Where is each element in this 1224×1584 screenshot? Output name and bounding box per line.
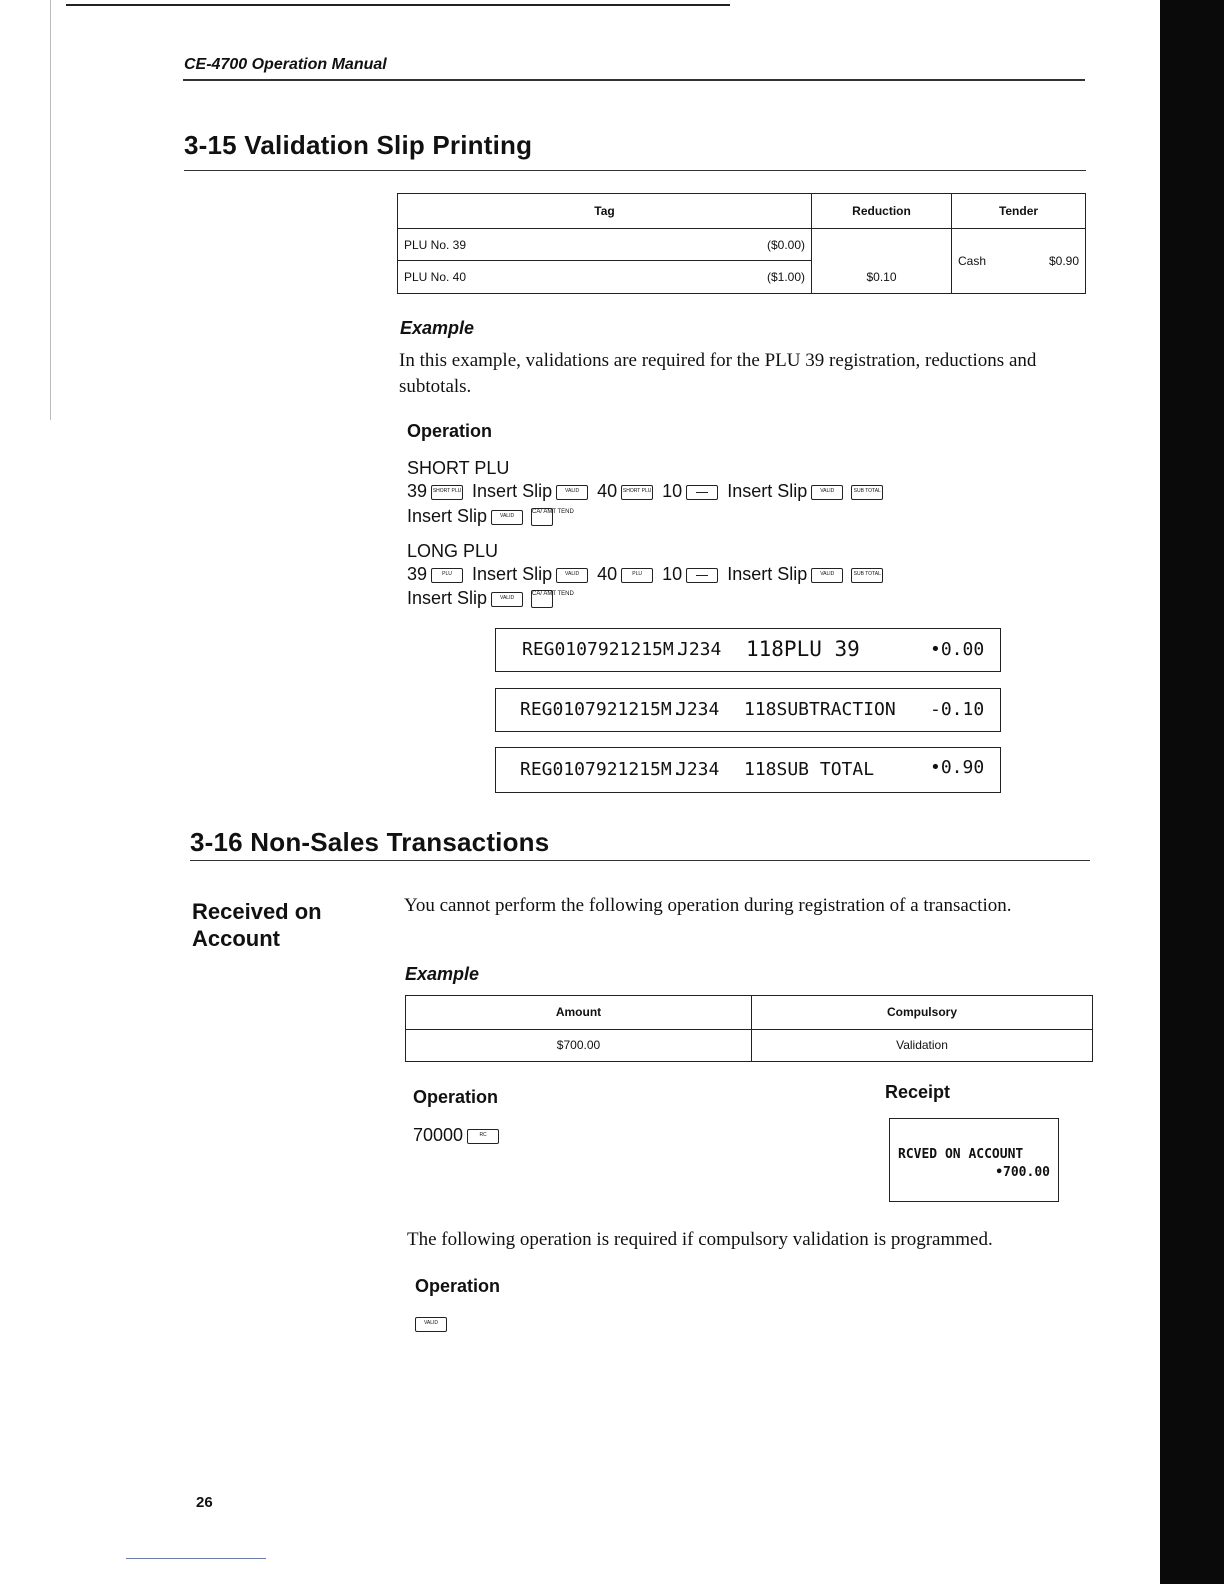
insert-slip-text: Insert Slip (727, 564, 808, 584)
example-label-2: Example (405, 964, 480, 984)
slip-desc: 118SUBTRACTION (744, 699, 896, 720)
header-rule (183, 79, 1085, 81)
receipt-box (889, 1118, 1059, 1202)
sub-total-key: SUB TOTAL (851, 485, 883, 500)
section-title-3-16: 3-16 Non-Sales Transactions (190, 827, 550, 857)
section-rule (184, 170, 1086, 171)
table-row (398, 228, 812, 261)
slip-reg: REG0107921215M. (520, 699, 683, 720)
short-plu-sequence (407, 481, 887, 502)
slip-desc: 118SUB TOTAL (744, 759, 875, 780)
long-plu-number-40: 40 (597, 564, 618, 584)
operation-sequence (413, 1125, 503, 1146)
slip-code: J234 (676, 699, 720, 720)
valid-key: VALID (556, 568, 588, 583)
tag-reduction-tender-table (397, 193, 1086, 294)
operation-label-2: Operation (413, 1087, 499, 1107)
scan-edge-bar (1160, 0, 1224, 1584)
validation-slip-3 (495, 747, 1001, 793)
valid-key: VALID (491, 510, 523, 525)
long-plu-title: LONG PLU (407, 541, 499, 561)
intro-text: You cannot perform the following operation during registration of a transaction. (404, 895, 1012, 916)
operation-label: Operation (407, 421, 493, 441)
short-plu-sequence-2 (407, 506, 574, 527)
short-plu-key: SHORT PLU (621, 485, 653, 500)
plu-40-amount: ($1.00) (766, 270, 805, 285)
slip-amount: •0.00 (930, 639, 985, 660)
plu-40-label: PLU No. 40 (404, 270, 467, 285)
validation-value: Validation (752, 1029, 1093, 1062)
operation-value: 70000 (413, 1125, 464, 1145)
long-plu-number-39: 39 (407, 564, 428, 584)
minus-key (686, 485, 718, 500)
valid-key: VALID (415, 1317, 447, 1332)
section-title-3-15: 3-15 Validation Slip Printing (184, 130, 533, 160)
rc-key: RC (467, 1129, 499, 1144)
short-plu-key: SHORT PLU (431, 485, 463, 500)
sub-total-key: SUB TOTAL (851, 568, 883, 583)
side-heading-line-1: Received on (192, 899, 322, 924)
short-plu-number-10: 10 (662, 481, 683, 501)
tender-amount: $0.90 (1048, 253, 1079, 268)
amount-validation-table (405, 995, 1093, 1062)
insert-slip-text: Insert Slip (472, 564, 553, 584)
slip-reg: REG0107921215M. (520, 759, 683, 780)
running-head: CE-4700 Operation Manual (184, 56, 387, 73)
header-amount: Amount (406, 996, 752, 1030)
section-rule (190, 860, 1090, 861)
insert-slip-text: Insert Slip (407, 506, 488, 526)
header-reduction: Reduction (812, 194, 952, 229)
table-row (398, 261, 812, 294)
short-plu-number-39: 39 (407, 481, 428, 501)
reduction-empty-cell (812, 228, 952, 261)
slip-amount: •0.90 (930, 757, 985, 778)
ca-amt-tend-key: CA/ AMT TEND (531, 508, 553, 526)
plu-39-label: PLU No. 39 (404, 237, 467, 252)
valid-key: VALID (811, 568, 843, 583)
receipt-line-2: •700.00 (995, 1165, 1050, 1180)
ca-amt-tend-key: CA/ AMT TEND (531, 590, 553, 608)
plu-39-amount: ($0.00) (766, 237, 805, 252)
example-label: Example (400, 318, 475, 338)
example-text: In this example, validations are required for the PLU 39 registration, reductions and subtotals. (399, 350, 1037, 397)
page-number: 26 (196, 1494, 213, 1511)
slip-code: J234 (676, 759, 720, 780)
minus-key (686, 568, 718, 583)
short-plu-number-40: 40 (597, 481, 618, 501)
long-plu-number-10: 10 (662, 564, 683, 584)
header-tag: Tag (398, 194, 812, 229)
top-rule (66, 4, 730, 6)
operation-label-3: Operation (415, 1276, 501, 1296)
side-heading (192, 898, 322, 952)
tender-type: Cash (958, 253, 987, 268)
header-compulsory: Compulsory (752, 996, 1093, 1030)
tender-cell (952, 228, 1086, 293)
slip-amount: -0.10 (930, 699, 985, 720)
plu-key: PLU (621, 568, 653, 583)
slip-reg: REG0107921215M. (522, 639, 685, 660)
validation-slip-1 (495, 628, 1001, 672)
plu-key: PLU (431, 568, 463, 583)
long-plu-sequence-2 (407, 588, 574, 609)
valid-key: VALID (556, 485, 588, 500)
slip-code: J234 (678, 639, 722, 660)
reduction-value: $0.10 (812, 261, 952, 294)
bottom-link-line (126, 1558, 266, 1559)
validation-slip-2 (495, 688, 1001, 732)
valid-key: VALID (491, 592, 523, 607)
insert-slip-text: Insert Slip (727, 481, 808, 501)
insert-slip-text: Insert Slip (472, 481, 553, 501)
slip-desc: 118PLU 39 (746, 637, 860, 661)
receipt-label: Receipt (885, 1082, 951, 1102)
receipt-line-1: RCVED ON ACCOUNT (898, 1147, 1024, 1162)
valid-key: VALID (811, 485, 843, 500)
followup-text: The following operation is required if compulsory validation is programmed. (407, 1229, 993, 1250)
long-plu-sequence (407, 564, 887, 585)
amount-value: $700.00 (406, 1029, 752, 1062)
header-tender: Tender (952, 194, 1086, 229)
short-plu-title: SHORT PLU (407, 458, 510, 478)
insert-slip-text: Insert Slip (407, 588, 488, 608)
operation-sequence-2 (415, 1316, 447, 1334)
side-heading-line-2: Account (192, 926, 280, 951)
left-margin-mark (50, 0, 51, 420)
